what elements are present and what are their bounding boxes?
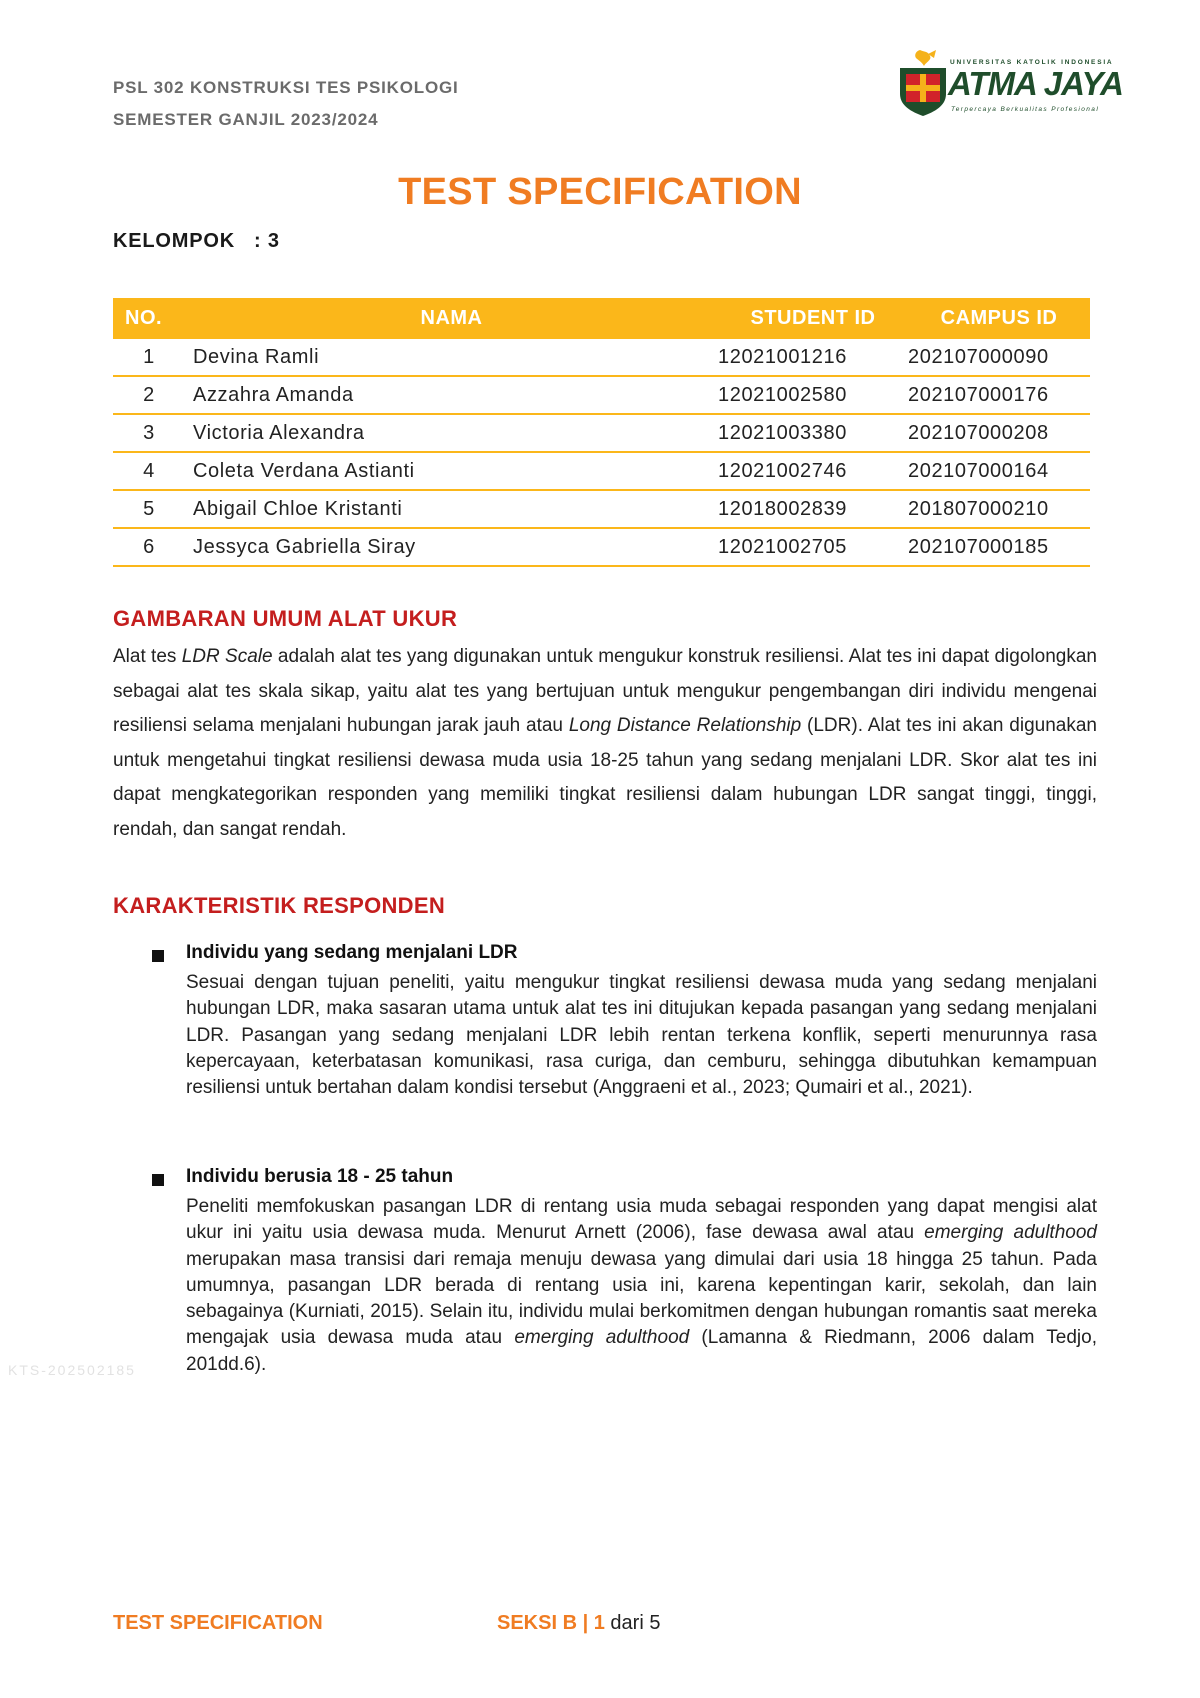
table-row	[113, 376, 1090, 414]
bullet-square-icon	[152, 1174, 164, 1186]
row-student-id: 12021002580	[718, 376, 908, 414]
header-campus-id: CAMPUS ID	[908, 298, 1090, 339]
row-student-id: 12021001216	[718, 339, 908, 376]
header-nama: NAMA	[185, 298, 718, 339]
row-student-id: 12021002705	[718, 528, 908, 566]
document-title: TEST SPECIFICATION	[398, 171, 802, 213]
table-row	[113, 528, 1090, 566]
logo-name-text: ATMA JAYA	[948, 65, 1123, 102]
row-campus-id: 202107000208	[908, 414, 1090, 452]
row-student-id: 12018002839	[718, 490, 908, 528]
row-no: 4	[113, 452, 185, 490]
section-heading-karakteristik: KARAKTERISTIK RESPONDEN	[113, 893, 446, 918]
row-campus-id: 202107000164	[908, 452, 1090, 490]
row-name: Victoria Alexandra	[185, 414, 718, 452]
logo-tagline-text: Terpercaya Berkualitas Profesional	[951, 106, 1100, 113]
group-number: KELOMPOK : 3	[113, 230, 280, 252]
logo-university-text: UNIVERSITAS KATOLIK INDONESIA	[950, 59, 1114, 66]
atma-jaya-logo	[898, 48, 1123, 120]
row-no: 3	[113, 414, 185, 452]
bullet-title-age: Individu berusia 18 - 25 tahun	[186, 1166, 454, 1187]
row-name: Devina Ramli	[185, 339, 718, 376]
footer-page-total: dari 5	[604, 1612, 661, 1634]
row-name: Azzahra Amanda	[185, 376, 718, 414]
university-crest-icon	[898, 48, 948, 118]
table-row	[113, 339, 1090, 376]
row-campus-id: 201807000210	[908, 490, 1090, 528]
row-campus-id: 202107000090	[908, 339, 1090, 376]
footer-page-info	[497, 1612, 660, 1635]
table-row	[113, 414, 1090, 452]
row-name: Coleta Verdana Astianti	[185, 452, 718, 490]
semester: SEMESTER GANJIL 2023/2024	[113, 110, 379, 129]
bullet-square-icon	[152, 950, 164, 962]
table-row	[113, 490, 1090, 528]
row-student-id: 12021002746	[718, 452, 908, 490]
header-no: NO.	[113, 298, 185, 339]
row-student-id: 12021003380	[718, 414, 908, 452]
table-header-row	[113, 298, 1090, 339]
table-row	[113, 452, 1090, 490]
row-no: 6	[113, 528, 185, 566]
bullet-title-ldr: Individu yang sedang menjalani LDR	[186, 942, 518, 963]
row-campus-id: 202107000176	[908, 376, 1090, 414]
header-student-id: STUDENT ID	[718, 298, 908, 339]
gambaran-paragraph: Alat tes LDR Scale adalah alat tes yang digunakan untuk mengukur konstruk resiliensi. Alat tes ini dapat digolongkan sebagai alat tes skala sikap, yaitu alat tes yang bertujuan untuk mengukur pengembangan diri individu mengenai resiliensi selama menjalani hubungan jarak jauh atau Long Distance Relationship (LDR). Alat tes ini akan digunakan untuk mengetahui tingkat resiliensi dewasa muda usia 18-25 tahun yang sedang menjalani LDR. Skor alat tes ini dapat mengkategorikan responden yang memiliki tingkat resiliensi dalam hubungan LDR sangat tinggi, tinggi, rendah, dan sangat rendah.	[113, 646, 1097, 840]
row-no: 5	[113, 490, 185, 528]
row-name: Jessyca Gabriella Siray	[185, 528, 718, 566]
course-code: PSL 302 KONSTRUKSI TES PSIKOLOGI	[113, 78, 459, 97]
footer-title: TEST SPECIFICATION	[113, 1612, 323, 1634]
members-table	[113, 298, 1090, 567]
row-no: 2	[113, 376, 185, 414]
footer-page-number: 1	[593, 1612, 605, 1634]
row-campus-id: 202107000185	[908, 528, 1090, 566]
bullet-body-age: Peneliti memfokuskan pasangan LDR di rentang usia muda sebagai responden yang dapat mengisi alat ukur ini yaitu usia dewasa muda. Menurut Arnett (2006), fase dewasa awal atau emerging adulthood merupakan masa transisi dari remaja menuju dewasa yang dimulai dari usia 18 hingga 25 tahun. Pada umumnya, pasangan LDR berada di rentang usia ini, karena kepentingan karir, sekolah, dan lain sebagainya (Kurniati, 2015). Selain itu, individu mulai berkomitmen dengan hubungan romantis saat mereka mengajak usia dewasa muda atau emerging adulthood (Lamanna & Riedmann, 2006 dalam Tedjo, 201dd.6).	[186, 1196, 1097, 1375]
watermark: KTS-202502185	[8, 1362, 136, 1378]
row-no: 1	[113, 339, 185, 376]
section-heading-gambaran: GAMBARAN UMUM ALAT UKUR	[113, 606, 458, 631]
footer-section: SEKSI B |	[497, 1612, 594, 1634]
row-name: Abigail Chloe Kristanti	[185, 490, 718, 528]
bullet-body-ldr: Sesuai dengan tujuan peneliti, yaitu mengukur tingkat resiliensi dewasa muda yang sedang menjalani hubungan LDR, maka sasaran utama untuk alat tes ini ditujukan kepada pasangan yang sedang menjalani LDR. Pasangan yang sedang menjalani LDR lebih rentan terkena konflik, seperti menurunnya rasa kepercayaan, keterbatasan komunikasi, rasa curiga, dan cemburu, sehingga dibutuhkan kemampuan resiliensi untuk bertahan dalam kondisi tersebut (Anggraeni et al., 2023; Qumairi et al., 2021).	[186, 972, 1097, 1099]
